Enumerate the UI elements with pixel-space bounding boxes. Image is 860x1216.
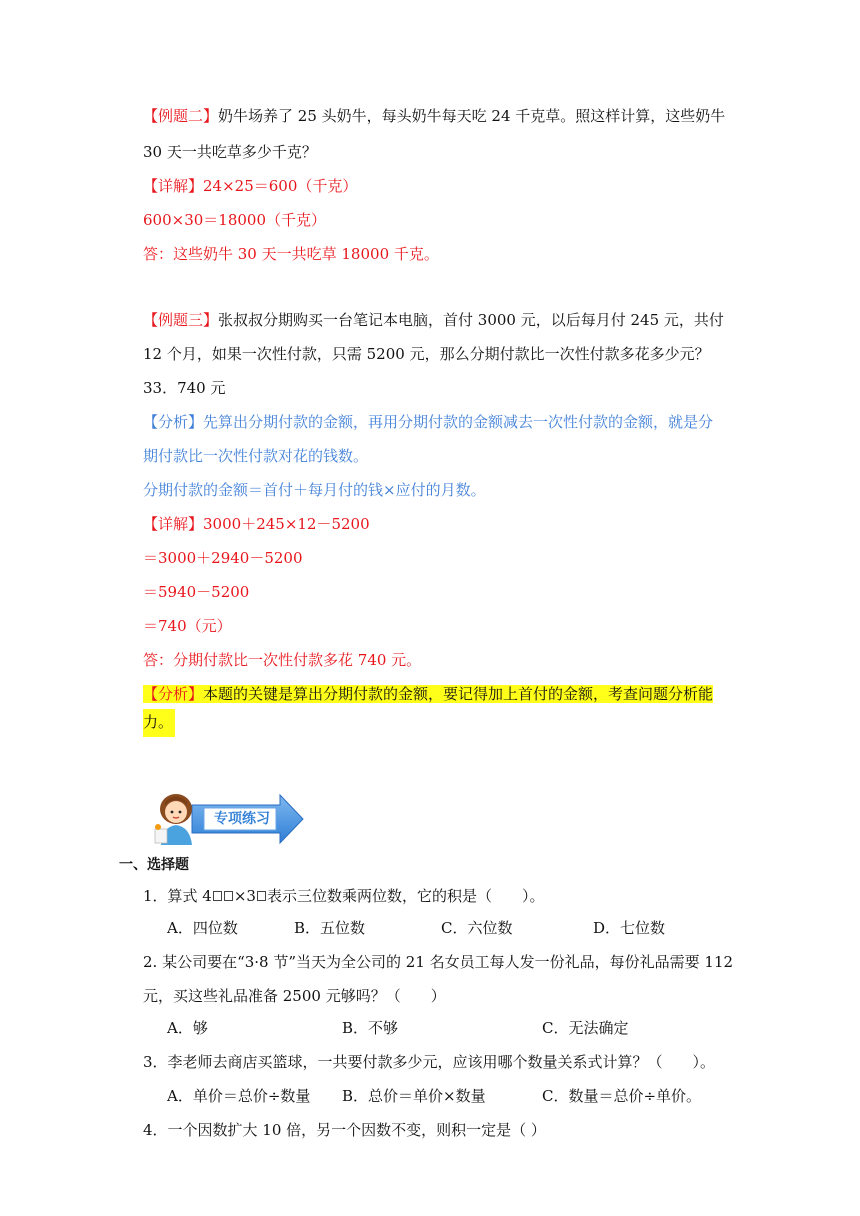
- q3-option-b[interactable]: B．总价＝单价×数量: [342, 1087, 486, 1105]
- ex3-q1: 张叔叔分期购买一台笔记本电脑，首付 3000 元，以后每月付 245 元，共付: [218, 311, 724, 329]
- ex3-detail-line1: [143, 514, 370, 534]
- ex3-note-line1: [143, 684, 713, 704]
- q1-prefix: 1．算式 4: [143, 887, 212, 905]
- ex3-a1: 先算出分期付款的金额，再用分期付款的金额减去一次性付款的金额，就是分: [203, 413, 714, 431]
- ex2-question-line2: 30 天一共吃草多少千克？: [143, 143, 317, 161]
- ex3-analysis-line2: 期付款比一次性付款对花的钱数。: [143, 447, 369, 465]
- q1-option-b[interactable]: B．五位数: [294, 919, 366, 937]
- ex3-tag: 【例题三】: [143, 311, 219, 329]
- question-2-line2: 元，买这些礼品准备 2500 元够吗？（ ）: [143, 987, 446, 1005]
- ex3-answer: 答：分期付款比一次性付款多花 740 元。: [143, 651, 422, 669]
- ex2-question-line1: [143, 106, 725, 126]
- ex2-detail-line2: 600×30＝18000（千克）: [143, 211, 327, 229]
- ex2-detail-line1: [143, 176, 357, 196]
- ex3-detail-line3: ＝5940－5200: [143, 583, 250, 601]
- q2-option-a[interactable]: A．够: [167, 1019, 208, 1037]
- ex3-analysis-line1: [143, 412, 713, 432]
- ex3-analysis-line3: 分期付款的金额＝首付＋每月付的钱×应付的月数。: [143, 481, 486, 499]
- q2-option-b[interactable]: B．不够: [342, 1019, 399, 1037]
- blank-box: [257, 891, 266, 901]
- ex3-d1: 3000＋245×12－5200: [203, 515, 370, 533]
- question-3: 3．李老师去商店买篮球，一共要付款多少元，应该用哪个数量关系式计算？（ ）。: [143, 1053, 716, 1071]
- ex3-note-tag: 【分析】: [143, 685, 204, 703]
- ex3-detail-line4: ＝740（元）: [143, 617, 232, 635]
- q1-option-d[interactable]: D．七位数: [593, 919, 666, 937]
- ex2-detail-tag: 【详解】: [143, 177, 204, 195]
- banner-label: 专项练习: [214, 811, 270, 827]
- ex2-answer: 答：这些奶牛 30 天一共吃草 18000 千克。: [143, 245, 439, 263]
- ex3-answer-line: 33．740 元: [143, 379, 226, 397]
- ex3-detail-tag: 【详解】: [143, 515, 204, 533]
- ex3-question-line1: [143, 310, 724, 330]
- q3-option-a[interactable]: A．单价＝总价÷数量: [167, 1087, 311, 1105]
- q1-option-c[interactable]: C．六位数: [441, 919, 513, 937]
- ex3-n1: 本题的关键是算出分期付款的金额，要记得加上首付的金额，考查问题分析能: [203, 685, 714, 703]
- blank-box: [213, 891, 222, 901]
- ex3-note-line2: [143, 712, 175, 732]
- question-1: [143, 886, 545, 906]
- ex2-q1: 奶牛场养了 25 头奶牛，每头奶牛每天吃 24 千克草。照这样计算，这些奶牛: [218, 107, 726, 125]
- ex3-note-highlight: [143, 685, 713, 703]
- ex3-analysis-tag: 【分析】: [143, 413, 204, 431]
- blank-box: [224, 891, 233, 901]
- q1-suffix: 表示三位数乘两位数，它的积是（ ）。: [266, 887, 545, 905]
- ex3-detail-line2: ＝3000＋2940－5200: [143, 549, 303, 567]
- q1-option-a[interactable]: A．四位数: [167, 919, 238, 937]
- q3-option-c[interactable]: C．数量＝总价÷单价。: [542, 1087, 702, 1105]
- section-title: 一、选择题: [119, 857, 189, 873]
- practice-banner: [152, 789, 304, 845]
- ex3-question-line2: 12 个月，如果一次性付款，只需 5200 元，那么分期付款比一次性付款多花多少元？: [143, 345, 710, 363]
- question-4: 4．一个因数扩大 10 倍，另一个因数不变，则积一定是（ ）: [143, 1121, 546, 1139]
- ex2-tag: 【例题二】: [143, 107, 219, 125]
- ex3-n2: 力。: [143, 709, 175, 737]
- q1-mid: ×3: [233, 887, 256, 905]
- question-2-line1: 2. 某公司要在“3·8 节”当天为全公司的 21 名女员工每人发一份礼品，每份礼品需要 112: [143, 953, 734, 971]
- ex2-d1: 24×25＝600（千克）: [203, 177, 358, 195]
- q2-option-c[interactable]: C．无法确定: [542, 1019, 629, 1037]
